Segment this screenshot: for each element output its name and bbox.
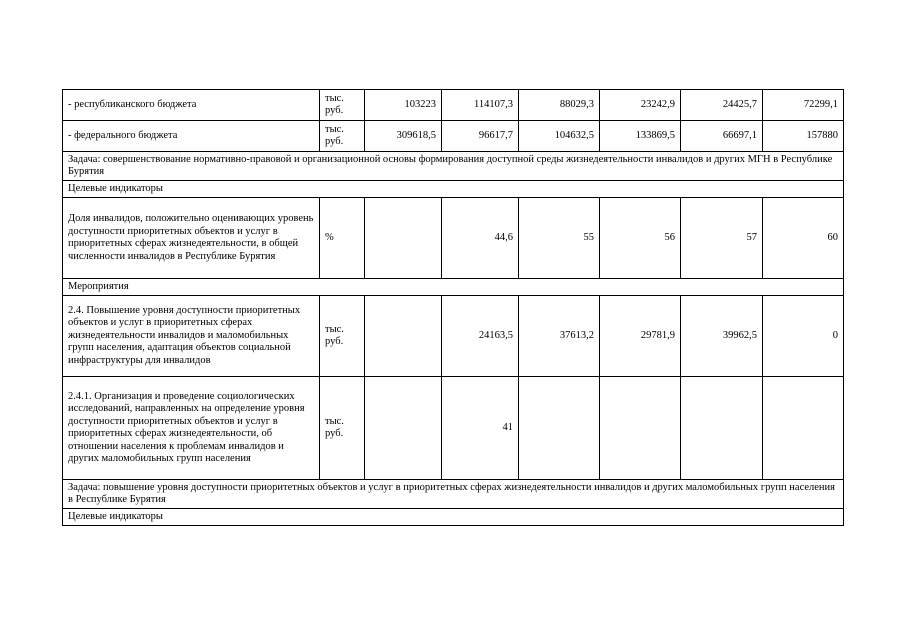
row-label: - федерального бюджета bbox=[63, 121, 320, 152]
table-row bbox=[63, 509, 844, 526]
value-cell: 103223 bbox=[365, 90, 442, 121]
value-cell: 55 bbox=[519, 198, 600, 279]
row-label: 2.4.1. Организация и проведение социологических исследований, направленных на определение уровня доступности приоритетных объектов и услуг в приоритетных сферах жизнедеятельности, об отношении населения к проблемам инвалидов и других маломобильных групп населения bbox=[63, 377, 320, 480]
value-cell bbox=[365, 198, 442, 279]
unit-cell: тыс. руб. bbox=[320, 377, 365, 480]
section-heading: Мероприятия bbox=[63, 279, 844, 296]
program-table bbox=[62, 89, 844, 526]
value-cell bbox=[519, 377, 600, 480]
unit-cell: % bbox=[320, 198, 365, 279]
value-cell bbox=[681, 377, 763, 480]
value-cell bbox=[763, 377, 844, 480]
value-cell: 41 bbox=[442, 377, 519, 480]
value-cell: 60 bbox=[763, 198, 844, 279]
row-label: Доля инвалидов, положительно оценивающих уровень доступности приоритетных объектов и услуг в приоритетных сферах жизнедеятельности, в общей численности инвалидов в Республике Бурятия bbox=[63, 198, 320, 279]
value-cell bbox=[600, 377, 681, 480]
value-cell: 57 bbox=[681, 198, 763, 279]
task-heading: Задача: повышение уровня доступности приоритетных объектов и услуг в приоритетных сферах жизнедеятельности инвалидов и других маломобильных групп населения в Республике Бурятия bbox=[63, 480, 844, 509]
value-cell: 23242,9 bbox=[600, 90, 681, 121]
table-row bbox=[63, 198, 844, 279]
value-cell: 24425,7 bbox=[681, 90, 763, 121]
value-cell: 24163,5 bbox=[442, 296, 519, 377]
value-cell: 157880 bbox=[763, 121, 844, 152]
row-label: 2.4. Повышение уровня доступности приоритетных объектов и услуг в приоритетных сферах жизнедеятельности инвалидов и маломобильных групп населения, адаптация объектов социальной инфраструктуры для инвалидов bbox=[63, 296, 320, 377]
table-row bbox=[63, 296, 844, 377]
unit-cell: тыс. руб. bbox=[320, 90, 365, 121]
value-cell: 133869,5 bbox=[600, 121, 681, 152]
value-cell: 88029,3 bbox=[519, 90, 600, 121]
value-cell bbox=[365, 296, 442, 377]
value-cell: 96617,7 bbox=[442, 121, 519, 152]
unit-cell: тыс. руб. bbox=[320, 296, 365, 377]
table-row bbox=[63, 181, 844, 198]
value-cell: 309618,5 bbox=[365, 121, 442, 152]
value-cell: 0 bbox=[763, 296, 844, 377]
task-heading: Задача: совершенствование нормативно-правовой и организационной основы формирования доступной среды жизнедеятельности инвалидов и других МГН в Республике Бурятия bbox=[63, 152, 844, 181]
value-cell: 37613,2 bbox=[519, 296, 600, 377]
value-cell: 114107,3 bbox=[442, 90, 519, 121]
table-row bbox=[63, 377, 844, 480]
value-cell bbox=[365, 377, 442, 480]
table-row bbox=[63, 480, 844, 509]
value-cell: 104632,5 bbox=[519, 121, 600, 152]
table-row bbox=[63, 121, 844, 152]
unit-cell: тыс. руб. bbox=[320, 121, 365, 152]
table-row bbox=[63, 152, 844, 181]
section-heading: Целевые индикаторы bbox=[63, 181, 844, 198]
table-row bbox=[63, 90, 844, 121]
value-cell: 39962,5 bbox=[681, 296, 763, 377]
value-cell: 72299,1 bbox=[763, 90, 844, 121]
value-cell: 29781,9 bbox=[600, 296, 681, 377]
value-cell: 66697,1 bbox=[681, 121, 763, 152]
value-cell: 56 bbox=[600, 198, 681, 279]
section-heading: Целевые индикаторы bbox=[63, 509, 844, 526]
table-row bbox=[63, 279, 844, 296]
value-cell: 44,6 bbox=[442, 198, 519, 279]
row-label: - республиканского бюджета bbox=[63, 90, 320, 121]
